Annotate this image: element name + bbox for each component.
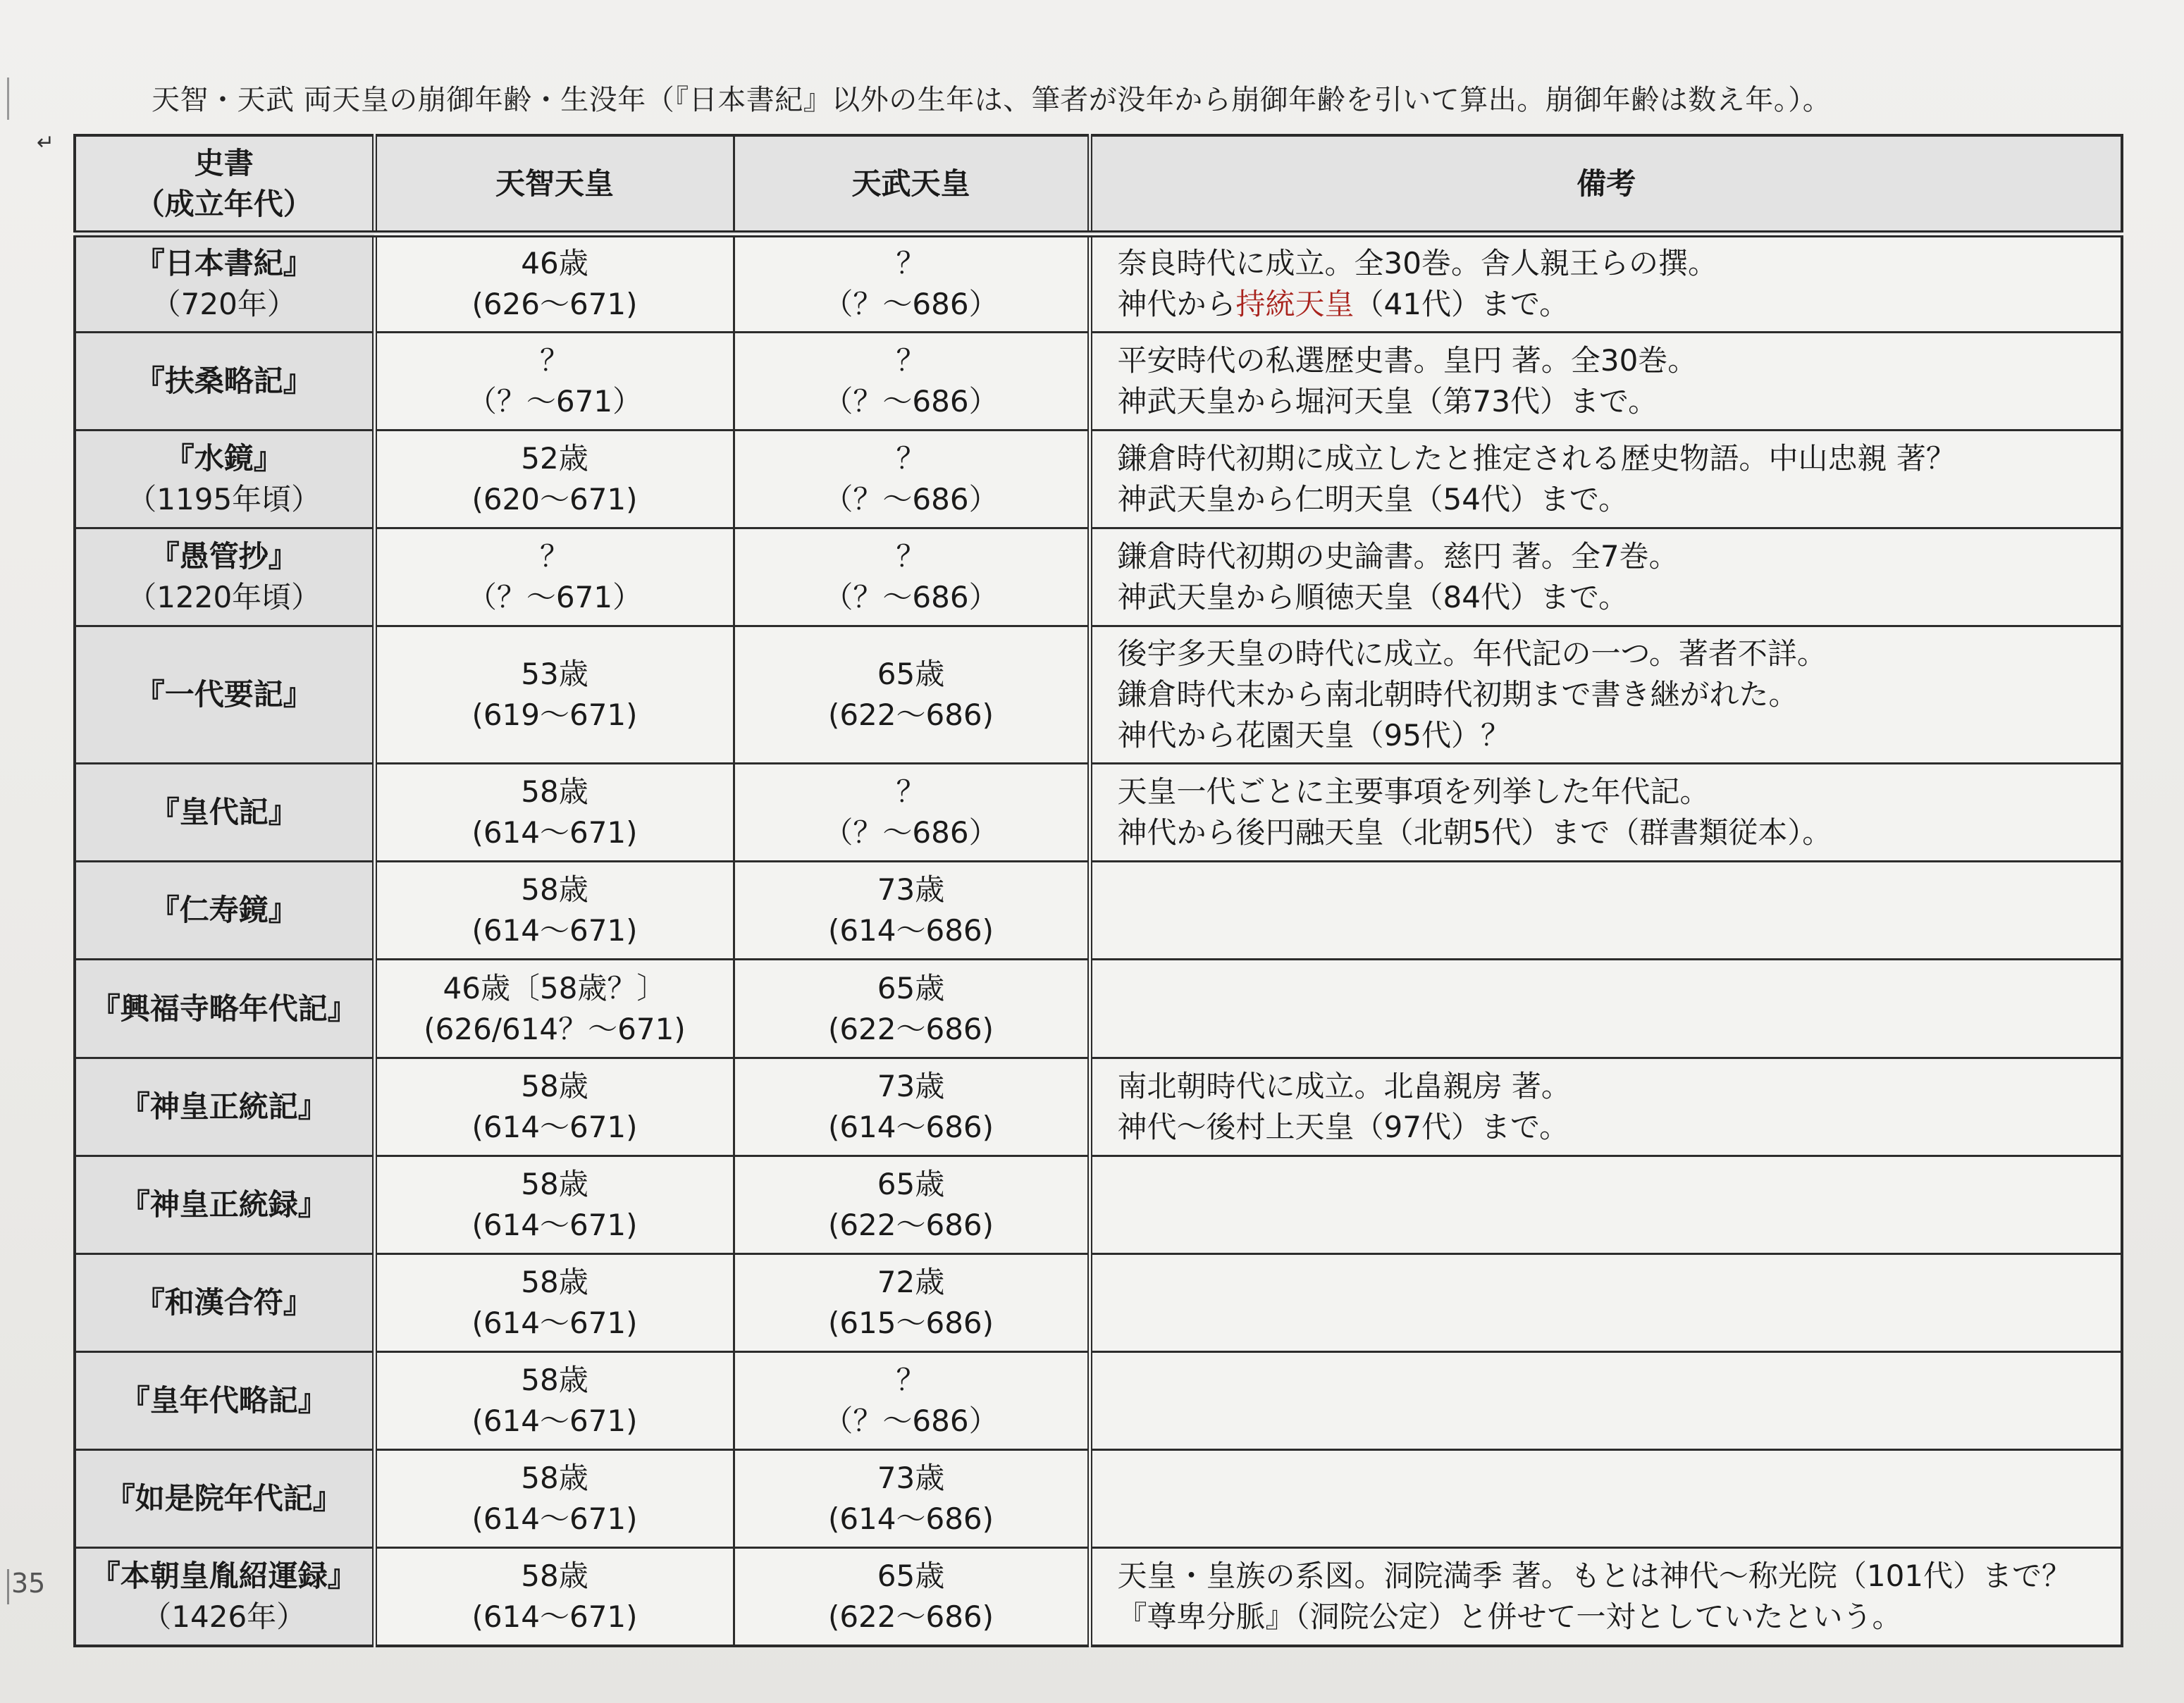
tenmu-age: 65歳 bbox=[877, 1166, 945, 1201]
cell-tenji bbox=[374, 332, 734, 430]
tenmu-years: (622〜686) bbox=[827, 698, 994, 733]
book-title: 『扶桑略記』 bbox=[135, 363, 313, 398]
book-title: 『水鏡』 bbox=[164, 440, 283, 476]
tenmu-age: 73歳 bbox=[877, 1461, 945, 1496]
tenji-years: （？〜671） bbox=[467, 383, 643, 419]
cell-tenmu bbox=[734, 1058, 1090, 1156]
table-caption: 天智・天武 両天皇の崩御年齢・生没年（『日本書紀』以外の生年は、筆者が没年から崩御年齢を引いて算出。崩御年齢は数え年。）。 bbox=[152, 84, 1832, 116]
cell-notes bbox=[1090, 332, 2122, 430]
tenji-years: (619〜671) bbox=[471, 698, 638, 733]
tenmu-years: （？〜686） bbox=[823, 815, 999, 850]
table-row bbox=[75, 764, 2122, 862]
table-row bbox=[75, 1351, 2122, 1449]
table-row bbox=[75, 1253, 2122, 1351]
tenmu-age: 72歳 bbox=[877, 1264, 945, 1299]
book-title: 『如是院年代記』 bbox=[105, 1481, 343, 1516]
tenmu-age: ？ bbox=[896, 1363, 926, 1397]
cell-notes bbox=[1090, 626, 2122, 764]
note-line-1: 南北朝時代に成立。北畠親房 著。 bbox=[1117, 1068, 1571, 1103]
note-line-2 bbox=[1118, 1107, 2121, 1148]
tenji-years: (620〜671) bbox=[471, 481, 638, 516]
tenji-years: (614〜671) bbox=[471, 1599, 638, 1635]
note-line-2 bbox=[1118, 674, 2121, 715]
cell-notes bbox=[1090, 764, 2122, 862]
book-title: 『愚管抄』 bbox=[149, 538, 298, 574]
table-row bbox=[75, 1548, 2122, 1646]
note-line-3: 神代から花園天皇（95代）？ bbox=[1117, 718, 1510, 753]
note-line-2 bbox=[1118, 1597, 2121, 1637]
note-line-2 bbox=[1118, 479, 2121, 520]
tenmu-age: 73歳 bbox=[877, 1068, 945, 1103]
tenmu-age: 65歳 bbox=[877, 970, 945, 1005]
cell-notes bbox=[1090, 528, 2122, 626]
tenmu-years: (614〜686) bbox=[827, 1501, 994, 1537]
book-title: 『日本書紀』 bbox=[135, 246, 313, 281]
cell-notes bbox=[1090, 1450, 2122, 1548]
tenmu-years: (622〜686) bbox=[827, 1599, 994, 1635]
note-highlight: 持統天皇 bbox=[1235, 287, 1355, 322]
note-line-2 bbox=[1118, 812, 2121, 853]
cell-book bbox=[75, 1450, 374, 1548]
cell-tenji bbox=[374, 960, 734, 1058]
cell-notes bbox=[1090, 430, 2122, 528]
cell-tenmu bbox=[734, 764, 1090, 862]
note-line-1: 奈良時代に成立。全30巻。舎人親王らの撰。 bbox=[1117, 246, 1717, 281]
cell-tenji bbox=[374, 862, 734, 960]
tenji-age: 58歳 bbox=[521, 1363, 588, 1397]
cell-tenmu bbox=[734, 862, 1090, 960]
tenji-years: (614〜671) bbox=[471, 815, 638, 850]
cell-tenmu bbox=[734, 1450, 1090, 1548]
cell-tenmu bbox=[734, 332, 1090, 430]
tenmu-years: （？〜686） bbox=[823, 481, 999, 516]
note-line-2 bbox=[1118, 577, 2121, 618]
cell-book bbox=[75, 332, 374, 430]
tenji-age: 58歳 bbox=[521, 1068, 588, 1103]
table-row bbox=[75, 332, 2122, 430]
book-title: 『本朝皇胤紹運録』 bbox=[90, 1559, 357, 1594]
line-number: 35 bbox=[11, 1568, 46, 1599]
cell-tenji bbox=[374, 528, 734, 626]
cell-notes bbox=[1090, 960, 2122, 1058]
tenji-years: (614〜671) bbox=[471, 1207, 638, 1242]
cell-tenmu bbox=[734, 234, 1090, 332]
tenmu-years: （？〜686） bbox=[823, 383, 999, 419]
tenmu-age: 65歳 bbox=[877, 1559, 945, 1594]
table-row bbox=[75, 960, 2122, 1058]
note-text: 神武天皇から仁明天皇（54代）まで。 bbox=[1117, 481, 1629, 516]
table-row bbox=[75, 234, 2122, 332]
tenji-years: （？〜671） bbox=[467, 579, 643, 614]
tenji-age: ？ bbox=[539, 538, 569, 574]
tenji-age: ？ bbox=[539, 342, 569, 378]
tenji-years: (614〜671) bbox=[471, 1501, 638, 1537]
tenji-years: (614〜671) bbox=[471, 1109, 638, 1144]
tenmu-age: ？ bbox=[896, 342, 926, 378]
tenji-age: 58歳 bbox=[521, 872, 588, 908]
cell-tenmu bbox=[734, 1351, 1090, 1449]
cell-book bbox=[75, 626, 374, 764]
tenmu-age: 73歳 bbox=[877, 872, 945, 908]
cell-book bbox=[75, 960, 374, 1058]
tenji-age: 58歳 bbox=[521, 1264, 588, 1299]
cell-book bbox=[75, 862, 374, 960]
cell-tenmu bbox=[734, 1548, 1090, 1646]
tenmu-years: (622〜686) bbox=[827, 1207, 994, 1242]
header-row bbox=[75, 135, 2122, 234]
cell-tenji bbox=[374, 764, 734, 862]
header-book: 史書 （成立年代） bbox=[75, 135, 374, 234]
cell-notes bbox=[1090, 1351, 2122, 1449]
tenji-years: (614〜671) bbox=[471, 913, 638, 948]
cell-book bbox=[75, 1058, 374, 1156]
tenmu-years: (614〜686) bbox=[827, 913, 994, 948]
table-row bbox=[75, 528, 2122, 626]
note-text: 神武天皇から順徳天皇（84代）まで。 bbox=[1117, 579, 1629, 614]
tenmu-years: (622〜686) bbox=[827, 1011, 994, 1046]
cell-tenmu bbox=[734, 528, 1090, 626]
note-line-1: 天皇・皇族の系図。洞院満季 著。もとは神代〜称光院（101代）まで？ bbox=[1117, 1559, 2072, 1594]
cell-notes bbox=[1090, 1548, 2122, 1646]
margin-bracket-mark bbox=[7, 78, 12, 120]
cell-tenji bbox=[374, 1058, 734, 1156]
cell-notes bbox=[1090, 862, 2122, 960]
tenji-age: 58歳 bbox=[521, 1559, 588, 1594]
cell-book bbox=[75, 528, 374, 626]
header-tenji: 天智天皇 bbox=[374, 135, 734, 234]
note-text: 鎌倉時代末から南北朝時代初期まで書き継がれた。 bbox=[1117, 677, 1799, 712]
tenji-years: (626〜671) bbox=[471, 287, 638, 322]
note-text: 神代から bbox=[1117, 287, 1236, 322]
cell-tenmu bbox=[734, 960, 1090, 1058]
cell-tenji bbox=[374, 626, 734, 764]
tenmu-years: （？〜686） bbox=[823, 579, 999, 614]
tenmu-years: (615〜686) bbox=[827, 1305, 994, 1340]
book-title: 『神皇正統記』 bbox=[120, 1089, 328, 1124]
table-row bbox=[75, 626, 2122, 764]
book-title: 『興福寺略年代記』 bbox=[90, 991, 357, 1026]
book-title: 『一代要記』 bbox=[135, 677, 313, 712]
tenmu-age: ？ bbox=[896, 246, 926, 281]
tenji-years: (614〜671) bbox=[471, 1404, 638, 1438]
book-date: （1195年頃） bbox=[127, 481, 321, 516]
cell-notes bbox=[1090, 1058, 2122, 1156]
cell-book bbox=[75, 234, 374, 332]
cell-notes bbox=[1090, 1156, 2122, 1253]
tenji-age: 46歳 bbox=[521, 246, 588, 281]
tenji-age: 58歳 bbox=[521, 774, 588, 810]
header-tenmu: 天武天皇 bbox=[734, 135, 1090, 234]
note-line-1: 鎌倉時代初期に成立したと推定される歴史物語。中山忠親 著？ bbox=[1117, 440, 1956, 476]
tenji-age: 46歳〔58歳？〕 bbox=[443, 970, 667, 1005]
note-line-1: 後宇多天皇の時代に成立。年代記の一つ。著者不詳。 bbox=[1117, 636, 1827, 671]
book-title: 『神皇正統録』 bbox=[120, 1187, 328, 1222]
note-text: 神武天皇から堀河天皇（第73代）まで。 bbox=[1117, 383, 1658, 419]
book-title: 『皇年代略記』 bbox=[120, 1383, 328, 1418]
table-row bbox=[75, 862, 2122, 960]
cell-book bbox=[75, 1351, 374, 1449]
cell-tenji bbox=[374, 430, 734, 528]
cell-tenmu bbox=[734, 430, 1090, 528]
tenji-age: 58歳 bbox=[521, 1461, 588, 1496]
note-text: 『尊卑分脈』（洞院公定）と併せて一対としていたという。 bbox=[1117, 1599, 1902, 1635]
cell-book bbox=[75, 1156, 374, 1253]
cell-tenji bbox=[374, 1450, 734, 1548]
note-text: 神代〜後村上天皇（97代）まで。 bbox=[1117, 1109, 1569, 1144]
header-notes: 備考 bbox=[1090, 135, 2122, 234]
tenmu-years: （？〜686） bbox=[823, 287, 999, 322]
note-text: 神代から後円融天皇（北朝5代）まで（群書類従本）。 bbox=[1117, 815, 1832, 850]
tenji-years: (626/614？〜671) bbox=[424, 1011, 686, 1046]
table-row bbox=[75, 1156, 2122, 1253]
cell-book bbox=[75, 764, 374, 862]
note-line-1: 天皇一代ごとに主要事項を列挙した年代記。 bbox=[1117, 774, 1710, 810]
cell-tenji bbox=[374, 234, 734, 332]
tenmu-years: （？〜686） bbox=[823, 1404, 999, 1438]
tenji-age: 53歳 bbox=[521, 657, 588, 692]
cell-book bbox=[75, 430, 374, 528]
book-date: （720年） bbox=[151, 287, 297, 322]
note-line-1: 平安時代の私選歴史書。皇円 著。全30巻。 bbox=[1117, 342, 1698, 378]
tenmu-age: ？ bbox=[896, 538, 926, 574]
cell-tenji bbox=[374, 1156, 734, 1253]
emperor-age-table bbox=[73, 134, 2123, 1647]
note-line-2 bbox=[1118, 381, 2121, 422]
table-row bbox=[75, 1450, 2122, 1548]
cell-book bbox=[75, 1548, 374, 1646]
book-title: 『仁寿鏡』 bbox=[149, 893, 298, 928]
book-date: （1220年頃） bbox=[127, 579, 321, 614]
cell-tenji bbox=[374, 1351, 734, 1449]
cell-tenji bbox=[374, 1253, 734, 1351]
tenmu-age: ？ bbox=[896, 774, 926, 810]
tenmu-age: 65歳 bbox=[877, 657, 945, 692]
cell-book bbox=[75, 1253, 374, 1351]
tenji-years: (614〜671) bbox=[471, 1305, 638, 1340]
cell-tenmu bbox=[734, 1253, 1090, 1351]
book-title: 『和漢合符』 bbox=[135, 1284, 313, 1320]
cell-tenmu bbox=[734, 1156, 1090, 1253]
cell-tenmu bbox=[734, 626, 1090, 764]
cell-notes bbox=[1090, 234, 2122, 332]
tenmu-years: (614〜686) bbox=[827, 1109, 994, 1144]
tenji-age: 52歳 bbox=[521, 440, 588, 476]
table-row bbox=[75, 1058, 2122, 1156]
table-body bbox=[75, 234, 2122, 1646]
note-text-tail: （41代）まで。 bbox=[1354, 287, 1569, 322]
table-row bbox=[75, 430, 2122, 528]
book-title: 『皇代記』 bbox=[149, 795, 298, 830]
book-date: （1426年） bbox=[142, 1599, 307, 1635]
cell-tenji bbox=[374, 1548, 734, 1646]
tenmu-age: ？ bbox=[896, 440, 926, 476]
paragraph-mark-icon: ↵ bbox=[37, 130, 55, 155]
tenji-age: 58歳 bbox=[521, 1166, 588, 1201]
cell-notes bbox=[1090, 1253, 2122, 1351]
note-line-2 bbox=[1118, 284, 2121, 325]
note-line-1: 鎌倉時代初期の史論書。慈円 著。全7巻。 bbox=[1117, 538, 1679, 574]
